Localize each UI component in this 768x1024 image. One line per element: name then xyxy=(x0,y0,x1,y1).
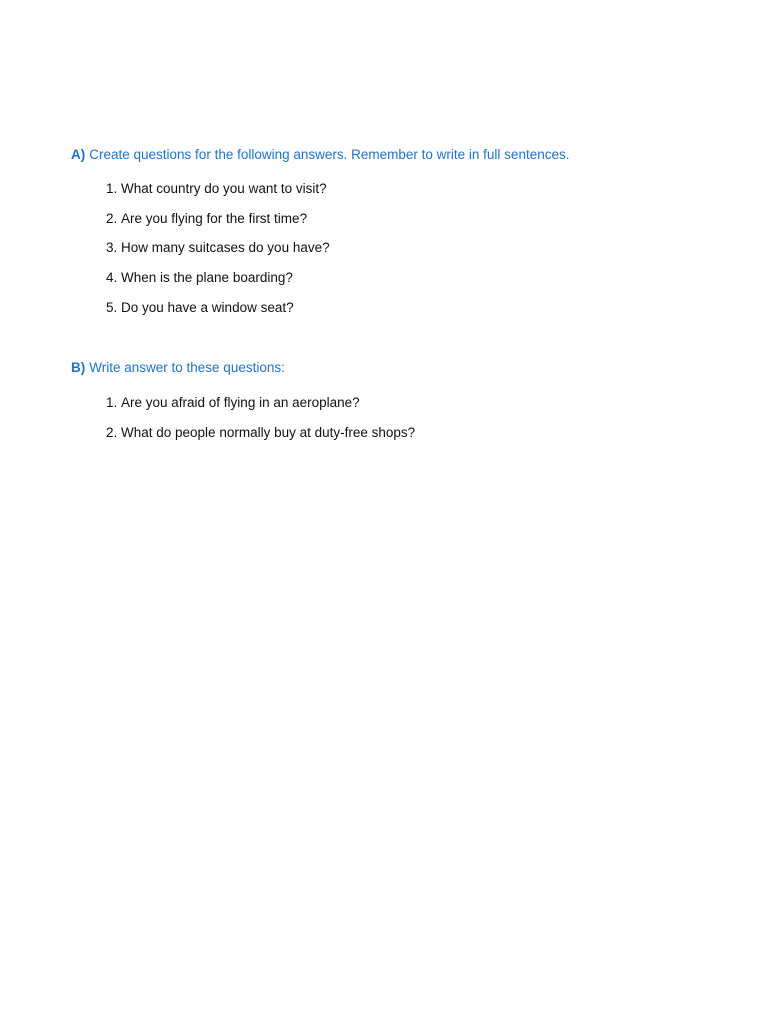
section-b-instruction xyxy=(71,357,711,379)
list-item-text: How many suitcases do you have? xyxy=(121,240,330,256)
list-item xyxy=(71,237,711,267)
section-a xyxy=(71,144,711,326)
list-item-text: Are you afraid of flying in an aeroplane? xyxy=(121,395,360,410)
list-item-text: Do you have a window seat? xyxy=(121,299,294,315)
list-item-text: What do people normally buy at duty-free shops? xyxy=(121,424,416,440)
list-item xyxy=(71,422,711,452)
list-item-number: 3. xyxy=(106,240,118,256)
list-item-number: 2. xyxy=(106,424,118,440)
list-item xyxy=(71,178,711,208)
list-item xyxy=(71,392,711,422)
list-item-text: Are you flying for the first time? xyxy=(121,210,308,226)
list-item-number: 1. xyxy=(106,395,118,410)
section-b xyxy=(71,357,711,451)
section-a-letter: A) xyxy=(71,147,86,162)
section-b-instruction-text: Write answer to these questions: xyxy=(89,360,285,375)
section-b-question-list xyxy=(71,392,711,451)
section-b-letter: B) xyxy=(71,360,86,375)
list-item xyxy=(71,267,711,297)
list-item-text: When is the plane boarding? xyxy=(121,270,293,286)
section-a-instruction xyxy=(71,144,711,166)
list-item xyxy=(71,297,711,327)
list-item-number: 1. xyxy=(106,181,118,196)
list-item-number: 5. xyxy=(106,299,118,315)
list-item xyxy=(71,208,711,238)
section-a-question-list xyxy=(71,178,711,326)
list-item-text: What country do you want to visit? xyxy=(121,181,327,196)
list-item-number: 2. xyxy=(106,210,118,226)
list-item-number: 4. xyxy=(106,270,118,286)
section-a-instruction-text: Create questions for the following answers. Remember to write in full sentences. xyxy=(89,147,570,162)
